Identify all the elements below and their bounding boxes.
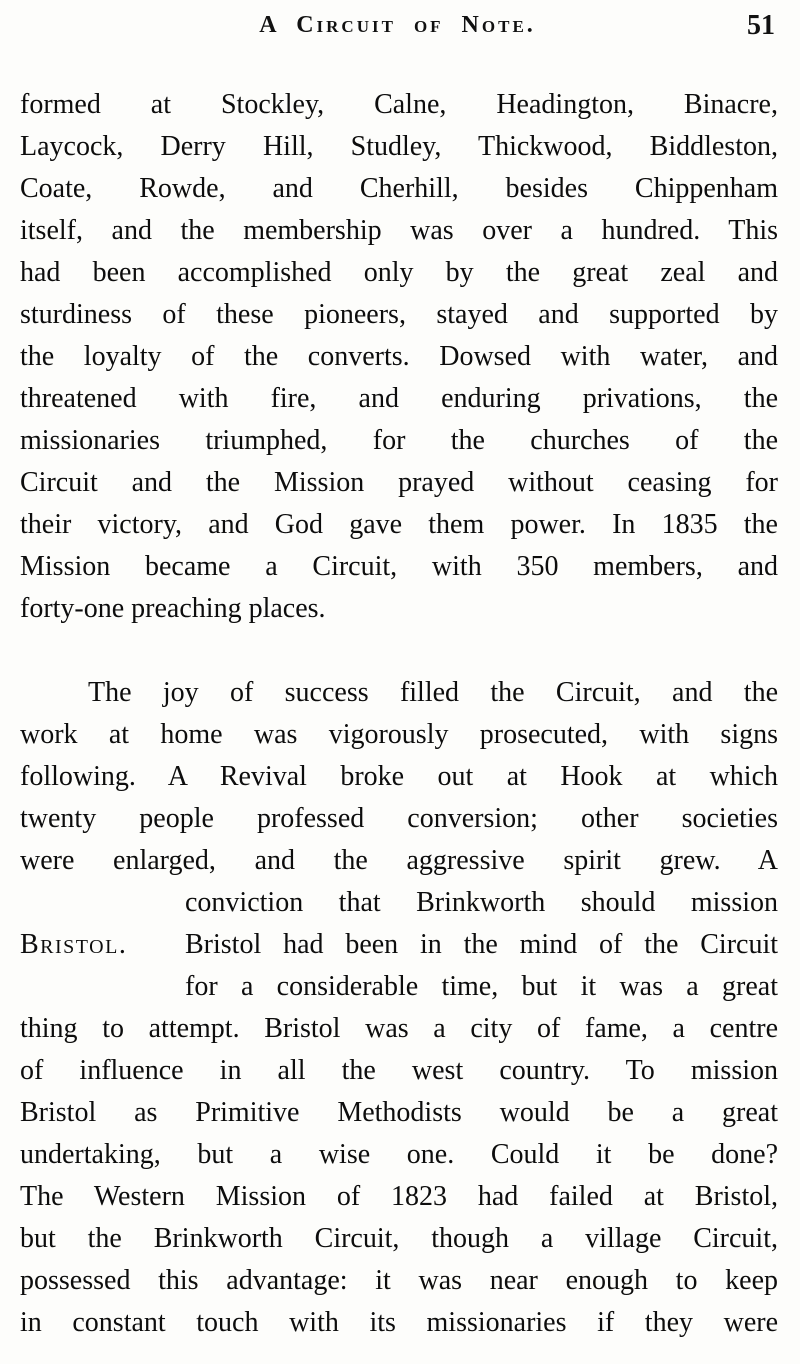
- text-line: had been accomplished only by the great zeal and: [20, 257, 778, 288]
- text-line: following. A Revival broke out at Hook at which: [20, 761, 778, 792]
- text-line: conviction that Brinkworth should mission: [185, 887, 778, 918]
- text-line: for a considerable time, but it was a great: [185, 971, 778, 1002]
- text-line: twenty people professed conversion; other societies: [20, 803, 778, 834]
- running-header-title: A Circuit of Note.: [259, 12, 536, 38]
- text-line: Coate, Rowde, and Cherhill, besides Chippenham: [20, 173, 778, 204]
- text-line: Bristol had been in the mind of the Circuit: [185, 929, 778, 960]
- text-line: The joy of success filled the Circuit, and the: [88, 677, 778, 708]
- text-line: the loyalty of the converts. Dowsed with water, and: [20, 341, 778, 372]
- text-line: missionaries triumphed, for the churches of the: [20, 425, 778, 456]
- text-line: were enlarged, and the aggressive spirit grew. A: [20, 845, 778, 876]
- text-line: The Western Mission of 1823 had failed at Bristol,: [20, 1181, 778, 1212]
- text-line: thing to attempt. Bristol was a city of fame, a centre: [20, 1013, 778, 1044]
- text-line: Circuit and the Mission prayed without ceasing for: [20, 467, 778, 498]
- running-header: [20, 12, 775, 46]
- text-line: their victory, and God gave them power. In 1835 the: [20, 509, 778, 540]
- text-block: [20, 84, 778, 1344]
- text-line-with-margin-note: [20, 924, 778, 966]
- text-line: of influence in all the west country. To mission: [20, 1055, 778, 1086]
- text-line: in constant touch with its missionaries if they were: [20, 1307, 778, 1338]
- text-line: possessed this advantage: it was near enough to keep: [20, 1265, 778, 1296]
- text-line: undertaking, but a wise one. Could it be done?: [20, 1139, 778, 1170]
- text-line: formed at Stockley, Calne, Headington, Binacre,: [20, 89, 778, 120]
- text-line: sturdiness of these pioneers, stayed and supported by: [20, 299, 778, 330]
- text-line: Laycock, Derry Hill, Studley, Thickwood, Biddleston,: [20, 131, 778, 162]
- text-line: threatened with fire, and enduring privations, the: [20, 383, 778, 414]
- text-line: itself, and the membership was over a hundred. This: [20, 215, 778, 246]
- text-line: forty-one preaching places.: [20, 593, 326, 624]
- paragraph-1: [20, 84, 778, 630]
- text-line: Mission became a Circuit, with 350 members, and: [20, 551, 778, 582]
- margin-note-bristol: Bristol.: [20, 929, 128, 960]
- paragraph-2: [20, 672, 778, 1344]
- text-line: but the Brinkworth Circuit, though a village Circuit,: [20, 1223, 778, 1254]
- page-number: 51: [747, 10, 775, 41]
- text-line: Bristol as Primitive Methodists would be a great: [20, 1097, 778, 1128]
- text-line: work at home was vigorously prosecuted, with signs: [20, 719, 778, 750]
